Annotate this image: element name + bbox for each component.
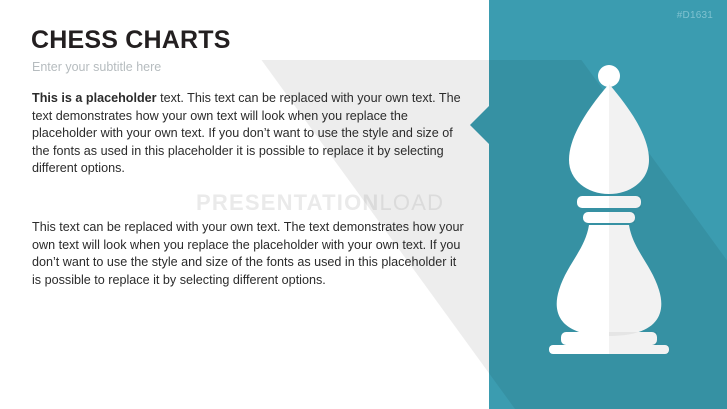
document-id: #D1631 (676, 10, 713, 21)
placeholder-paragraph-2[interactable]: This text can be replaced with your own text. The text demonstrates how your own text will look when you replace the placeholder with your own text. If you don’t want to use the style and size of the fonts as used in this placeholder it is possible to replace it by selecting different options. (32, 220, 464, 287)
paragraph-1-text: text. This text can be replaced with your own text. The text demonstrates how your own text will look when you replace the placeholder with your own text. If you don’t want to use the style and size of the fonts as used in this placeholder it is possible to replace it by selecting different options. (32, 91, 461, 176)
watermark-bold: PRESENTATION (196, 190, 380, 215)
page-subtitle[interactable]: Enter your subtitle here (32, 60, 162, 74)
page-title: CHESS CHARTS (31, 26, 231, 54)
watermark-light: LOAD (379, 190, 445, 215)
accent-panel (489, 0, 727, 409)
placeholder-paragraph-1[interactable] (32, 90, 465, 178)
chess-bishop-icon (511, 64, 707, 354)
paragraph-1-lead: This is a placeholder (32, 91, 157, 105)
